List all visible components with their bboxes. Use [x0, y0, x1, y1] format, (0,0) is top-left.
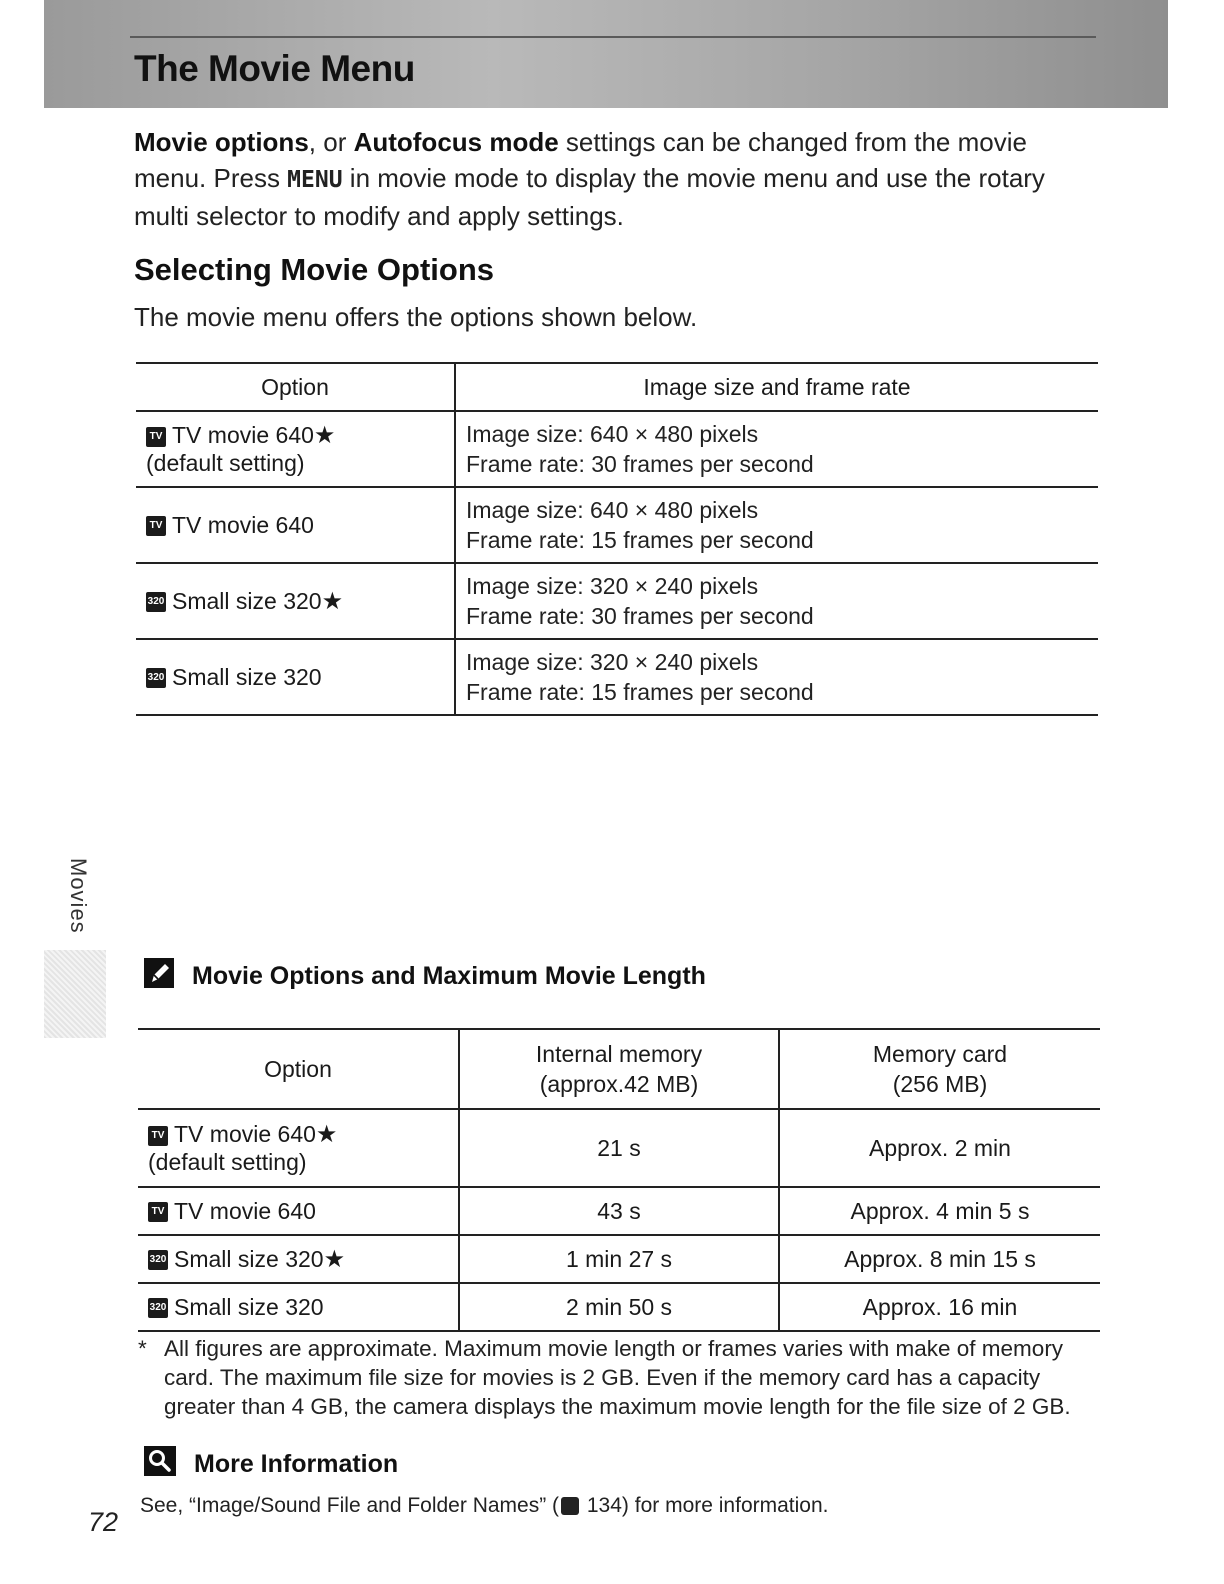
- option-cell: [136, 411, 455, 487]
- page-reference-icon: [561, 1497, 579, 1515]
- option-cell: [138, 1283, 459, 1331]
- more-info-title: More Information: [194, 1450, 399, 1478]
- small-size-icon: 320: [148, 1250, 168, 1270]
- option-name: TV movie 640: [174, 1121, 316, 1147]
- term-movie-options: Movie options: [134, 127, 309, 157]
- option-name: TV movie 640: [174, 1197, 316, 1224]
- intro-text-b: settings can be changed from the movie menu. Press: [134, 127, 1027, 193]
- internal-memory-label: Internal memory: [535, 1041, 703, 1067]
- page-title: The Movie Menu: [134, 48, 415, 89]
- section-title: Selecting Movie Options: [134, 252, 494, 287]
- small-size-icon: 320: [148, 1298, 168, 1318]
- option-cell: [136, 487, 455, 563]
- tv-movie-icon: TV: [146, 427, 166, 447]
- option-name: Small size 320: [174, 1245, 324, 1272]
- option-cell: [138, 1187, 459, 1235]
- memory-card-capacity: (256 MB): [892, 1071, 988, 1097]
- note-title: Movie Options and Maximum Movie Length: [192, 962, 706, 990]
- footnote: [138, 1334, 1100, 1421]
- table-row: [136, 411, 1098, 487]
- frame-rate-text: Frame rate: 15 frames per second: [466, 527, 814, 553]
- sidebar-label-movies: Movies: [66, 858, 91, 934]
- tv-movie-icon: TV: [148, 1202, 168, 1222]
- side-tab: [44, 950, 106, 1038]
- more-info-text-b: ) for more information.: [621, 1494, 829, 1517]
- option-name: Small size 320: [172, 663, 322, 690]
- table-row: [136, 487, 1098, 563]
- star-icon: ★: [321, 587, 344, 615]
- memory-card-label: Memory card: [872, 1041, 1008, 1067]
- image-size-text: Image size: 640 × 480 pixels: [466, 497, 759, 523]
- more-info-text: [140, 1494, 829, 1518]
- column-header-image-size: Image size and frame rate: [455, 363, 1098, 411]
- table-row: [138, 1283, 1100, 1331]
- page-number: 72: [88, 1507, 119, 1537]
- star-icon: ★: [323, 1245, 346, 1273]
- option-name: Small size 320: [174, 1293, 324, 1320]
- image-size-text: Image size: 320 × 240 pixels: [466, 649, 759, 675]
- option-cell: [138, 1235, 459, 1283]
- footnote-text: All figures are approximate. Maximum movie length or frames varies with make of memory card. The maximum file size for movies is 2 GB. Even if the memory card has a capacity greater than 4 GB, the camera displays the maximum movie length for the file size of 2 GB.: [164, 1336, 1071, 1419]
- header-rule: [130, 36, 1096, 38]
- table-row: [138, 1235, 1100, 1283]
- memory-card-cell: Approx. 8 min 15 s: [779, 1235, 1100, 1283]
- table-row: [136, 563, 1098, 639]
- term-autofocus-mode: Autofocus mode: [353, 127, 559, 157]
- page-reference-number[interactable]: 134: [586, 1494, 622, 1517]
- table-header-row: [136, 363, 1098, 411]
- image-size-cell: [455, 487, 1098, 563]
- table-row: [138, 1187, 1100, 1235]
- internal-memory-cell: 43 s: [459, 1187, 779, 1235]
- image-size-text: Image size: 640 × 480 pixels: [466, 421, 759, 447]
- option-cell: [136, 639, 455, 715]
- internal-memory-cell: 2 min 50 s: [459, 1283, 779, 1331]
- column-header-memory-card: [779, 1029, 1100, 1109]
- star-icon: ★: [315, 1121, 338, 1148]
- memory-card-cell: Approx. 2 min: [779, 1109, 1100, 1187]
- section-description: The movie menu offers the options shown below.: [134, 302, 698, 332]
- internal-memory-cell: 1 min 27 s: [459, 1235, 779, 1283]
- image-size-text: Image size: 320 × 240 pixels: [466, 573, 759, 599]
- internal-memory-capacity: (approx.42 MB): [539, 1071, 699, 1097]
- movie-length-table: [138, 1028, 1100, 1332]
- frame-rate-text: Frame rate: 30 frames per second: [466, 451, 814, 477]
- menu-button-label: MENU: [287, 167, 343, 193]
- star-icon: ★: [313, 422, 336, 449]
- option-name: TV movie 640: [172, 511, 314, 538]
- frame-rate-text: Frame rate: 30 frames per second: [466, 603, 814, 629]
- tv-movie-icon: TV: [148, 1126, 168, 1146]
- small-size-icon: 320: [146, 668, 166, 688]
- intro-paragraph: [134, 124, 1094, 234]
- table-row: [136, 639, 1098, 715]
- memory-card-cell: Approx. 16 min: [779, 1283, 1100, 1331]
- option-name: Small size 320: [172, 587, 322, 614]
- option-name: TV movie 640: [172, 422, 314, 448]
- image-size-cell: [455, 563, 1098, 639]
- column-header-option: Option: [136, 363, 455, 411]
- table-row: [138, 1109, 1100, 1187]
- image-size-cell: [455, 639, 1098, 715]
- tv-movie-icon: TV: [146, 516, 166, 536]
- magnifier-icon: [144, 1446, 176, 1476]
- column-header-internal-memory: [459, 1029, 779, 1109]
- option-cell: [138, 1109, 459, 1187]
- internal-memory-cell: 21 s: [459, 1109, 779, 1187]
- pencil-icon: [144, 958, 174, 988]
- option-note: (default setting): [148, 1149, 307, 1175]
- image-size-cell: [455, 411, 1098, 487]
- table-header-row: [138, 1029, 1100, 1109]
- intro-text-c: in movie mode to display the movie menu and use the rotary multi selector to modify and apply settings.: [134, 163, 1045, 231]
- option-cell: [136, 563, 455, 639]
- footnote-mark: *: [138, 1336, 147, 1361]
- frame-rate-text: Frame rate: 15 frames per second: [466, 679, 814, 705]
- more-info-text-a: See, “Image/Sound File and Folder Names” (: [140, 1494, 560, 1517]
- option-note: (default setting): [146, 450, 305, 476]
- small-size-icon: 320: [146, 592, 166, 612]
- column-header-option: Option: [138, 1029, 459, 1109]
- memory-card-cell: Approx. 4 min 5 s: [779, 1187, 1100, 1235]
- intro-text-a: , or: [308, 127, 354, 157]
- movie-options-table: [136, 362, 1098, 716]
